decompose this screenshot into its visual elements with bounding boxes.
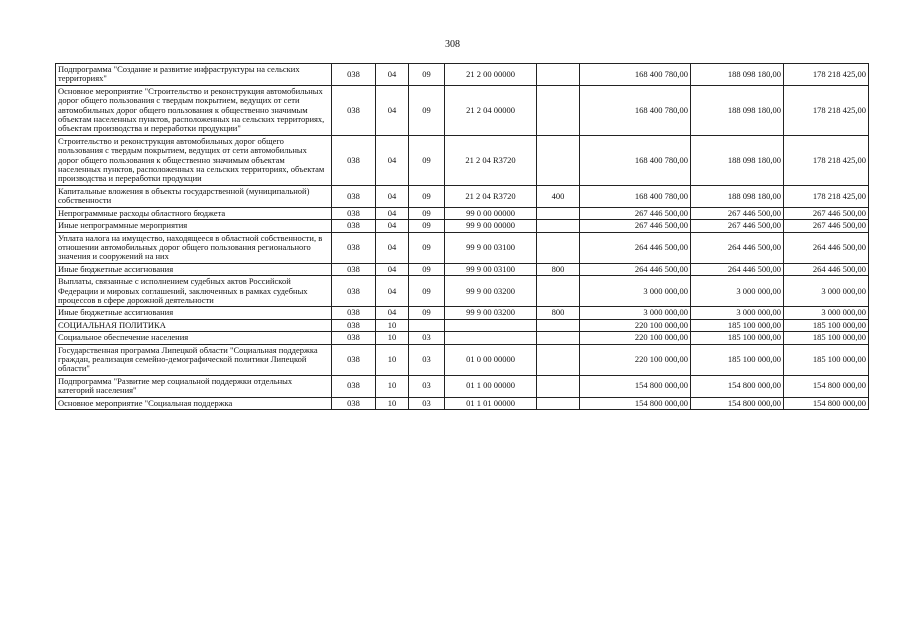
row-amount-3: 3 000 000,00 <box>784 276 869 307</box>
row-subsection-code: 09 <box>409 232 445 263</box>
row-target-article: 21 2 04 R3720 <box>445 135 537 185</box>
row-target-article: 99 9 00 03100 <box>445 232 537 263</box>
table-row <box>56 319 869 331</box>
row-section-code: 04 <box>376 232 409 263</box>
row-amount-3: 185 100 000,00 <box>784 344 869 375</box>
row-grbs-code: 038 <box>332 135 376 185</box>
table-row <box>56 232 869 263</box>
row-section-code: 10 <box>376 375 409 397</box>
row-amount-1: 154 800 000,00 <box>580 375 691 397</box>
row-amount-2: 267 446 500,00 <box>691 220 784 232</box>
table-row <box>56 135 869 185</box>
row-amount-2: 188 098 180,00 <box>691 135 784 185</box>
row-expense-type: 800 <box>537 263 580 275</box>
row-subsection-code: 03 <box>409 332 445 344</box>
row-name: Непрограммные расходы областного бюджета <box>56 207 332 219</box>
row-amount-2: 188 098 180,00 <box>691 85 784 135</box>
row-name: Подпрограмма "Развитие мер социальной поддержки отдельных категорий населения" <box>56 375 332 397</box>
row-subsection-code: 09 <box>409 85 445 135</box>
row-amount-3: 185 100 000,00 <box>784 319 869 331</box>
row-amount-2: 154 800 000,00 <box>691 375 784 397</box>
row-amount-1: 267 446 500,00 <box>580 207 691 219</box>
row-amount-3: 154 800 000,00 <box>784 375 869 397</box>
row-amount-1: 168 400 780,00 <box>580 185 691 207</box>
row-target-article <box>445 319 537 331</box>
row-amount-1: 168 400 780,00 <box>580 135 691 185</box>
row-target-article: 01 1 01 00000 <box>445 397 537 409</box>
table-row <box>56 64 869 86</box>
row-name: Иные бюджетные ассигнования <box>56 263 332 275</box>
row-grbs-code: 038 <box>332 397 376 409</box>
row-amount-3: 178 218 425,00 <box>784 185 869 207</box>
row-amount-1: 168 400 780,00 <box>580 85 691 135</box>
row-amount-1: 220 100 000,00 <box>580 344 691 375</box>
row-expense-type <box>537 375 580 397</box>
row-expense-type <box>537 232 580 263</box>
row-section-code: 04 <box>376 207 409 219</box>
row-expense-type <box>537 332 580 344</box>
row-section-code: 04 <box>376 220 409 232</box>
table-row <box>56 375 869 397</box>
row-amount-2: 185 100 000,00 <box>691 332 784 344</box>
row-amount-1: 264 446 500,00 <box>580 263 691 275</box>
row-amount-1: 220 100 000,00 <box>580 319 691 331</box>
table-row <box>56 220 869 232</box>
row-section-code: 04 <box>376 185 409 207</box>
row-expense-type <box>537 207 580 219</box>
row-section-code: 10 <box>376 397 409 409</box>
row-grbs-code: 038 <box>332 263 376 275</box>
row-amount-1: 154 800 000,00 <box>580 397 691 409</box>
row-target-article: 21 2 04 00000 <box>445 85 537 135</box>
row-section-code: 10 <box>376 319 409 331</box>
row-expense-type: 800 <box>537 307 580 319</box>
table-row <box>56 207 869 219</box>
row-name: СОЦИАЛЬНАЯ ПОЛИТИКА <box>56 319 332 331</box>
row-amount-2: 154 800 000,00 <box>691 397 784 409</box>
row-amount-1: 3 000 000,00 <box>580 276 691 307</box>
row-section-code: 04 <box>376 64 409 86</box>
row-amount-3: 267 446 500,00 <box>784 207 869 219</box>
row-amount-3: 178 218 425,00 <box>784 85 869 135</box>
row-subsection-code: 09 <box>409 276 445 307</box>
row-amount-1: 168 400 780,00 <box>580 64 691 86</box>
row-expense-type <box>537 276 580 307</box>
row-expense-type <box>537 344 580 375</box>
row-name: Основное мероприятие "Строительство и реконструкция автомобильных дорог общего пользования с твердым покрытием, ведущих от сети автомобильных дорог общего пользования к общественно значимым объектам населенных пунктов, расположенных на сельских территориях, объектам производства и переработки продукции" <box>56 85 332 135</box>
row-expense-type <box>537 85 580 135</box>
row-name: Капитальные вложения в объекты государственной (муниципальной) собственности <box>56 185 332 207</box>
row-subsection-code: 09 <box>409 263 445 275</box>
row-target-article: 99 9 00 03100 <box>445 263 537 275</box>
row-amount-3: 178 218 425,00 <box>784 64 869 86</box>
row-subsection-code <box>409 319 445 331</box>
row-amount-2: 267 446 500,00 <box>691 207 784 219</box>
row-amount-1: 3 000 000,00 <box>580 307 691 319</box>
row-target-article: 01 1 00 00000 <box>445 375 537 397</box>
row-expense-type: 400 <box>537 185 580 207</box>
row-grbs-code: 038 <box>332 375 376 397</box>
row-amount-3: 3 000 000,00 <box>784 307 869 319</box>
row-grbs-code: 038 <box>332 207 376 219</box>
row-grbs-code: 038 <box>332 344 376 375</box>
row-name: Государственная программа Липецкой области "Социальная поддержка граждан, реализация семейно-демографической политики Липецкой области" <box>56 344 332 375</box>
row-amount-3: 154 800 000,00 <box>784 397 869 409</box>
row-grbs-code: 038 <box>332 276 376 307</box>
row-name: Иные бюджетные ассигнования <box>56 307 332 319</box>
row-amount-2: 188 098 180,00 <box>691 185 784 207</box>
row-name: Уплата налога на имущество, находящееся в областной собственности, в отношении автомобильных дорог общего пользования регионального значения и сооружений на них <box>56 232 332 263</box>
table-row <box>56 263 869 275</box>
row-subsection-code: 09 <box>409 220 445 232</box>
row-expense-type <box>537 319 580 331</box>
row-amount-1: 267 446 500,00 <box>580 220 691 232</box>
row-subsection-code: 09 <box>409 135 445 185</box>
row-amount-1: 220 100 000,00 <box>580 332 691 344</box>
row-amount-2: 264 446 500,00 <box>691 232 784 263</box>
budget-table <box>55 63 869 410</box>
row-expense-type <box>537 220 580 232</box>
row-subsection-code: 03 <box>409 375 445 397</box>
row-amount-3: 267 446 500,00 <box>784 220 869 232</box>
row-name: Социальное обеспечение населения <box>56 332 332 344</box>
row-target-article: 99 0 00 00000 <box>445 207 537 219</box>
row-grbs-code: 038 <box>332 332 376 344</box>
row-target-article: 99 9 00 00000 <box>445 220 537 232</box>
table-row <box>56 397 869 409</box>
row-amount-1: 264 446 500,00 <box>580 232 691 263</box>
row-target-article: 21 2 00 00000 <box>445 64 537 86</box>
row-amount-3: 264 446 500,00 <box>784 263 869 275</box>
row-subsection-code: 09 <box>409 185 445 207</box>
row-target-article: 99 9 00 03200 <box>445 276 537 307</box>
row-subsection-code: 03 <box>409 397 445 409</box>
row-subsection-code: 09 <box>409 64 445 86</box>
row-subsection-code: 09 <box>409 307 445 319</box>
row-amount-2: 264 446 500,00 <box>691 263 784 275</box>
row-name: Подпрограмма "Создание и развитие инфраструктуры на сельских территориях" <box>56 64 332 86</box>
table-row <box>56 185 869 207</box>
row-name: Иные непрограммные мероприятия <box>56 220 332 232</box>
row-amount-2: 185 100 000,00 <box>691 319 784 331</box>
row-amount-2: 185 100 000,00 <box>691 344 784 375</box>
row-section-code: 04 <box>376 263 409 275</box>
row-grbs-code: 038 <box>332 85 376 135</box>
row-grbs-code: 038 <box>332 64 376 86</box>
row-section-code: 04 <box>376 307 409 319</box>
table-row <box>56 332 869 344</box>
row-grbs-code: 038 <box>332 232 376 263</box>
row-target-article: 99 9 00 03200 <box>445 307 537 319</box>
row-amount-3: 185 100 000,00 <box>784 332 869 344</box>
row-grbs-code: 038 <box>332 185 376 207</box>
row-grbs-code: 038 <box>332 220 376 232</box>
row-section-code: 10 <box>376 332 409 344</box>
row-target-article: 01 0 00 00000 <box>445 344 537 375</box>
row-section-code: 04 <box>376 135 409 185</box>
table-row <box>56 307 869 319</box>
row-section-code: 10 <box>376 344 409 375</box>
table-row <box>56 344 869 375</box>
row-amount-2: 188 098 180,00 <box>691 64 784 86</box>
row-name: Строительство и реконструкция автомобильных дорог общего пользования с твердым покрытием, ведущих от сети автомобильных дорог общего пользования к общественно значимым объектам населенных пунктов, расположенных на сельских территориях, объектам производства и переработки продукции <box>56 135 332 185</box>
row-section-code: 04 <box>376 276 409 307</box>
row-expense-type <box>537 135 580 185</box>
row-expense-type <box>537 397 580 409</box>
row-subsection-code: 03 <box>409 344 445 375</box>
table-row <box>56 85 869 135</box>
row-target-article: 21 2 04 R3720 <box>445 185 537 207</box>
row-amount-2: 3 000 000,00 <box>691 307 784 319</box>
table-row <box>56 276 869 307</box>
row-name: Основное мероприятие "Социальная поддержка <box>56 397 332 409</box>
row-section-code: 04 <box>376 85 409 135</box>
row-expense-type <box>537 64 580 86</box>
row-name: Выплаты, связанные с исполнением судебных актов Российской Федерации и мировых соглашений, заключенных в рамках судебных процессов в сфере дорожной деятельности <box>56 276 332 307</box>
row-amount-3: 264 446 500,00 <box>784 232 869 263</box>
row-amount-3: 178 218 425,00 <box>784 135 869 185</box>
row-amount-2: 3 000 000,00 <box>691 276 784 307</box>
row-target-article <box>445 332 537 344</box>
page-number: 308 <box>445 39 460 50</box>
row-grbs-code: 038 <box>332 307 376 319</box>
row-grbs-code: 038 <box>332 319 376 331</box>
row-subsection-code: 09 <box>409 207 445 219</box>
